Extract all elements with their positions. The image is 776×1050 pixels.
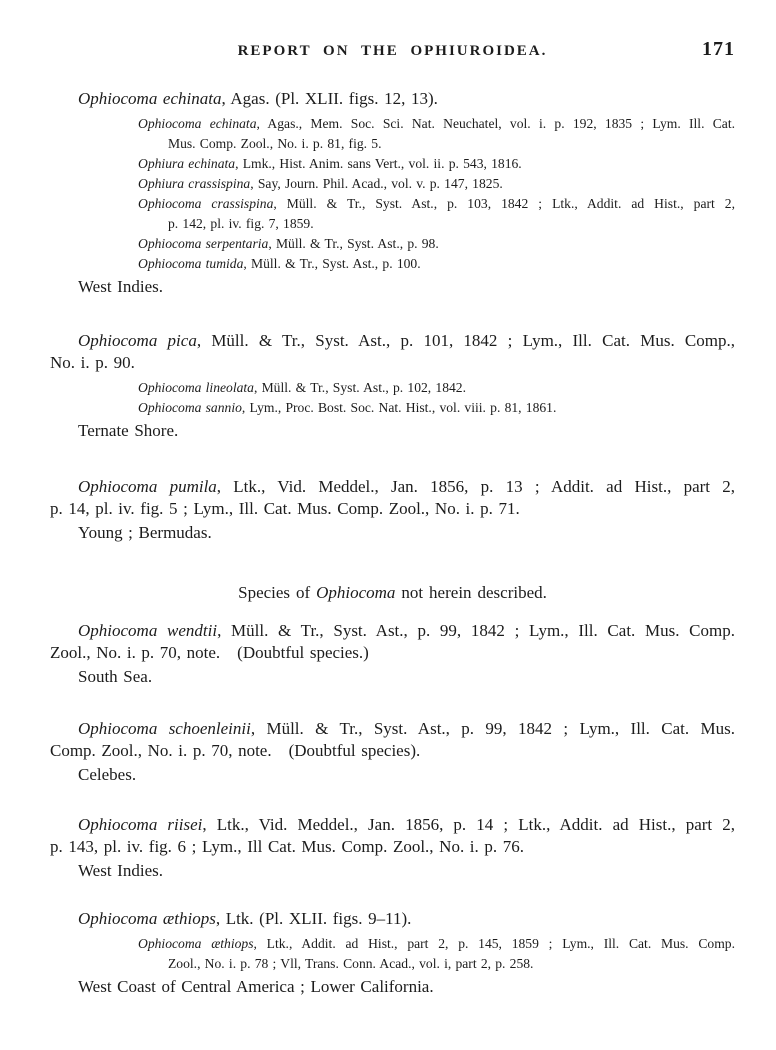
synonym-line: Ophiocoma sannio, Lym., Proc. Bost. Soc. Nat. Hist., vol. viii. p. 81, 1861.	[138, 400, 557, 415]
heading-continuation: Comp. Zool., No. i. p. 70, note. (Doubtful species).	[50, 741, 421, 760]
heading-citation: , Ltk., Vid. Meddel., Jan. 1856, p. 13 ; Addit. ad Hist., part 2,	[216, 477, 735, 496]
synonym-line: Ophiocoma lineolata, Müll. & Tr., Syst. Ast., p. 102, 1842.	[138, 380, 466, 395]
species-entry-pumila	[50, 476, 735, 544]
heading-citation: , Ltk. (Pl. XLII. figs. 9–11).	[215, 909, 412, 928]
synonym-line: Ophiocoma æthiops, Ltk., Addit. ad Hist., part 2, p. 145, 1859 ; Lym., Ill. Cat. Mus. Comp. Zool., No. i. p. 78 ; Vll, Trans. Conn. Acad., vol. i, part 2, p. 258.	[138, 934, 735, 974]
page-header	[50, 40, 735, 62]
synonym-line: Ophiura crassispina, Say, Journ. Phil. Acad., vol. v. p. 147, 1825.	[138, 176, 503, 191]
synonym-continuation: p. 142, pl. iv. fig. 7, 1859.	[168, 216, 314, 231]
species-heading	[50, 908, 735, 930]
synonym-name: Ophiocoma crassispina	[138, 196, 274, 211]
synonymy-block	[138, 378, 735, 418]
heading-line	[50, 88, 735, 110]
heading-line	[50, 908, 735, 930]
species-entry-schoenleinii	[50, 718, 735, 786]
synonym-line: Ophiocoma echinata, Agas., Mem. Soc. Sci. Nat. Neuchatel, vol. i. p. 192, 1835 ; Lym. Ill. Cat. Mus. Comp. Zool., No. i. p. 81, fig. 5.	[138, 114, 735, 154]
species-entry-wendtii	[50, 620, 735, 688]
species-heading	[50, 330, 735, 374]
locality: South Sea.	[78, 667, 153, 686]
species-entry-echinata	[50, 88, 735, 298]
synonym-line: Ophiura echinata, Lmk., Hist. Anim. sans Vert., vol. ii. p. 543, 1816.	[138, 156, 522, 171]
synonym-name: Ophiocoma æthiops	[138, 936, 254, 951]
synonym-line: Ophiocoma tumida, Müll. & Tr., Syst. Ast., p. 100.	[138, 256, 421, 271]
locality: Young ; Bermudas.	[78, 523, 212, 542]
species-name: Ophiocoma echinata	[78, 89, 222, 108]
heading-citation: , Müll. & Tr., Syst. Ast., p. 101, 1842 ; Lym., Ill. Cat. Mus. Comp.,	[196, 331, 735, 350]
species-heading	[50, 814, 735, 858]
species-heading	[50, 718, 735, 762]
species-entry-riisei	[50, 814, 735, 882]
locality: West Indies.	[78, 861, 163, 880]
synonym-line: Ophiocoma crassispina, Müll. & Tr., Syst. Ast., p. 103, 1842 ; Ltk., Addit. ad Hist., part 2, p. 142, pl. iv. fig. 7, 1859.	[138, 194, 735, 234]
locality: West Coast of Central America ; Lower California.	[78, 977, 434, 996]
heading-citation: , Müll. & Tr., Syst. Ast., p. 99, 1842 ; Lym., Ill. Cat. Mus. Comp.	[217, 621, 735, 640]
page-number: 171	[702, 38, 735, 60]
synonym-name: Ophiura crassispina	[138, 176, 251, 191]
running-title: REPORT ON THE OPHIUROIDEA.	[237, 43, 548, 59]
locality: Ternate Shore.	[78, 421, 179, 440]
synonym-name: Ophiocoma echinata	[138, 116, 257, 131]
synonymy-block	[138, 114, 735, 274]
heading-line	[50, 620, 735, 642]
heading-continuation: p. 14, pl. iv. fig. 5 ; Lym., Ill. Cat. Mus. Comp. Zool., No. i. p. 71.	[50, 499, 520, 518]
species-name: Ophiocoma riisei	[78, 815, 203, 834]
synonym-continuation: Zool., No. i. p. 78 ; Vll, Trans. Conn. Acad., vol. i, part 2, p. 258.	[168, 956, 534, 971]
genus-name: Ophiocoma	[316, 583, 396, 602]
synonym-name: Ophiura echinata	[138, 156, 236, 171]
species-name: Ophiocoma pica	[78, 331, 197, 350]
species-name: Ophiocoma æthiops	[78, 909, 216, 928]
heading-citation: , Müll. & Tr., Syst. Ast., p. 99, 1842 ; Lym., Ill. Cat. Mus.	[250, 719, 735, 738]
heading-line	[50, 718, 735, 740]
species-heading	[50, 620, 735, 664]
species-name: Ophiocoma schoenleinii	[78, 719, 251, 738]
species-name: Ophiocoma wendtii	[78, 621, 218, 640]
heading-citation: , Ltk., Vid. Meddel., Jan. 1856, p. 14 ; Ltk., Addit. ad Hist., part 2,	[202, 815, 735, 834]
species-entry-aethiops	[50, 908, 735, 998]
heading-continuation: Zool., No. i. p. 70, note. (Doubtful species.)	[50, 643, 369, 662]
synonym-continuation: Mus. Comp. Zool., No. i. p. 81, fig. 5.	[168, 136, 382, 151]
heading-line	[50, 814, 735, 836]
synonymy-block	[138, 934, 735, 974]
species-name: Ophiocoma pumila	[78, 477, 217, 496]
synonym-name: Ophiocoma sannio	[138, 400, 242, 415]
heading-line	[50, 476, 735, 498]
species-heading	[50, 476, 735, 520]
locality: Celebes.	[78, 765, 137, 784]
heading-citation: , Agas. (Pl. XLII. figs. 12, 13).	[221, 89, 438, 108]
section-heading: Species of Ophiocoma not herein described.	[238, 583, 547, 602]
species-entry-pica	[50, 330, 735, 442]
synonym-name: Ophiocoma serpentaria	[138, 236, 269, 251]
species-heading	[50, 88, 735, 110]
synonym-line: Ophiocoma serpentaria, Müll. & Tr., Syst. Ast., p. 98.	[138, 236, 439, 251]
heading-line	[50, 330, 735, 352]
synonym-name: Ophiocoma lineolata	[138, 380, 254, 395]
heading-continuation: No. i. p. 90.	[50, 353, 135, 372]
synonym-name: Ophiocoma tumida	[138, 256, 244, 271]
locality: West Indies.	[78, 277, 163, 296]
heading-continuation: p. 143, pl. iv. fig. 6 ; Lym., Ill Cat. Mus. Comp. Zool., No. i. p. 76.	[50, 837, 524, 856]
